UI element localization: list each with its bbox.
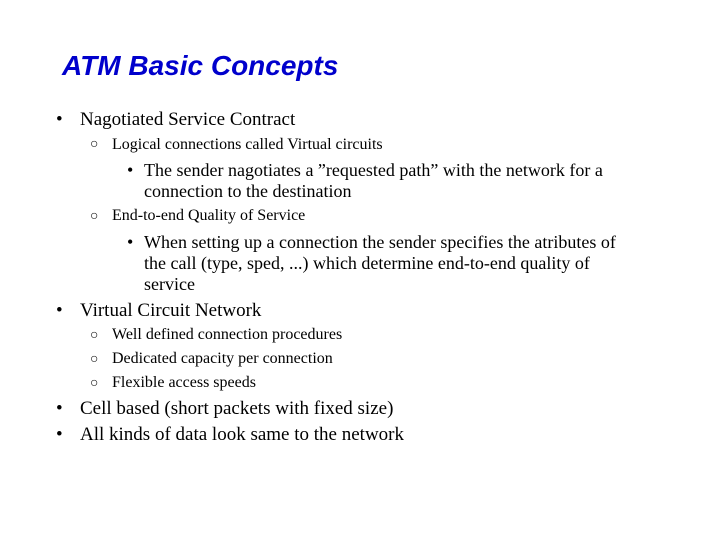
bullet-negotiated-service-contract: Nagotiated Service Contract [80, 109, 296, 130]
sub-sub-bullet-sender-negotiates-line2: connection to the destination [144, 181, 352, 201]
sub-bullet-marker: ○ [90, 137, 99, 152]
sub-bullet-marker: ○ [90, 328, 99, 343]
sub-bullet-end-to-end-qos: End-to-end Quality of Service [112, 207, 306, 224]
sub-bullet-logical-connections: Logical connections called Virtual circuits [112, 136, 383, 153]
bullet-marker: • [56, 109, 63, 130]
bullet-marker: • [56, 398, 63, 419]
slide-title: ATM Basic Concepts [62, 50, 339, 81]
bullet-marker: • [56, 424, 63, 445]
sub-sub-bullet-sender-negotiates-line1: The sender nagotiates a ”requested path” with the network for a [144, 160, 603, 180]
bullet-all-kinds-of-data: All kinds of data look same to the network [80, 424, 404, 445]
sub-bullet-dedicated-capacity: Dedicated capacity per connection [112, 350, 333, 367]
sub-bullet-marker: ○ [90, 376, 99, 391]
sub-sub-bullet-setting-up-line2: the call (type, sped, ...) which determine end-to-end quality of [144, 253, 590, 273]
sub-bullet-flexible-access: Flexible access speeds [112, 374, 256, 391]
sub-bullet-marker: ○ [90, 352, 99, 367]
sub-sub-bullet-marker: • [127, 232, 134, 252]
sub-sub-bullet-setting-up-line1: When setting up a connection the sender specifies the atributes of [144, 232, 616, 252]
bullet-marker: • [56, 300, 63, 321]
bullet-virtual-circuit-network: Virtual Circuit Network [80, 300, 262, 321]
sub-sub-bullet-marker: • [127, 160, 134, 180]
sub-sub-bullet-setting-up-line3: service [144, 274, 195, 294]
sub-bullet-well-defined: Well defined connection procedures [112, 326, 343, 343]
bullet-cell-based: Cell based (short packets with fixed size) [80, 398, 394, 419]
sub-bullet-marker: ○ [90, 209, 99, 224]
